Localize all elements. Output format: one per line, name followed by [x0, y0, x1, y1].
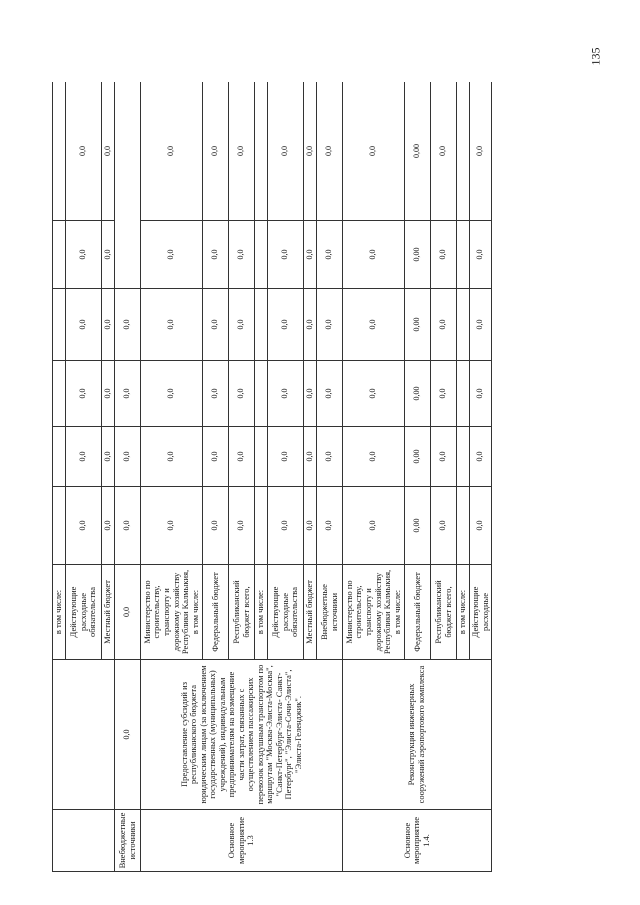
funding-source-cell: Действующие расходные [470, 565, 492, 660]
value-cell [457, 487, 470, 565]
value-cell: 0,0 [66, 361, 102, 427]
value-cell: 0,0 [66, 427, 102, 487]
value-cell: 0,0 [115, 289, 141, 361]
value-cell: 0,0 [470, 221, 492, 289]
value-cell: 0,0 [317, 289, 343, 361]
value-cell: 0,0 [229, 221, 255, 289]
funding-source-cell: Республиканский бюджет всего, [431, 565, 457, 660]
value-cell: 0,0 [141, 427, 203, 487]
value-cell: 0,00 [405, 289, 431, 361]
value-cell: 0,0 [304, 427, 317, 487]
funding-source-cell: в том числе: [255, 565, 268, 660]
value-cell: 0,0 [66, 289, 102, 361]
funding-source-cell: Федеральный бюджет [405, 565, 431, 660]
value-cell: 0,0 [470, 427, 492, 487]
value-cell: 0,0 [115, 427, 141, 487]
funding-source-cell: Местный бюджет [304, 565, 317, 660]
value-cell: 0,0 [304, 487, 317, 565]
value-cell: 0,0 [229, 361, 255, 427]
value-cell: 0,0 [115, 660, 141, 810]
value-cell [53, 82, 66, 221]
table-row [343, 82, 405, 872]
value-cell: 0,0 [317, 487, 343, 565]
value-cell: 0,0 [343, 82, 405, 221]
value-cell: 0,0 [268, 487, 304, 565]
budget-table-body [53, 82, 492, 872]
value-cell: 0,0 [343, 361, 405, 427]
value-cell [53, 289, 66, 361]
value-cell: 0,0 [470, 361, 492, 427]
value-cell: 0,0 [102, 361, 115, 427]
value-cell: 0,00 [405, 361, 431, 427]
value-cell: 0,0 [304, 221, 317, 289]
funding-source-cell: Федеральный бюджет [203, 565, 229, 660]
value-cell [255, 487, 268, 565]
measure-title-cell: Предоставление субсидий из республиканского бюджета юридическим лицам (за исключением государственных (муниципальных) учреждений), индивидуальным предпринимателям на возмещение части затрат, связанных с осуществлением пассажирских перевозок воздушным транспортом по маршрутам "Москва-Элиста-Москва", "Санкт-Петербург-Элиста- Санкт-Петербург", "Элиста-Сочи-Элиста", "Элиста-Геленджик". [141, 660, 343, 810]
value-cell: 0,00 [405, 82, 431, 221]
value-cell [457, 361, 470, 427]
value-cell: 0,0 [141, 487, 203, 565]
value-cell: 0,00 [405, 487, 431, 565]
measure-title-cell: Реконструкция инженерных сооружений аэропортового комплекса [343, 660, 492, 810]
value-cell: 0,0 [304, 361, 317, 427]
value-cell [53, 427, 66, 487]
measure-code-cell: Основное мероприятие 1.4. [343, 810, 492, 872]
value-cell [53, 361, 66, 427]
funding-source-cell: Республиканский бюджет всего, [229, 565, 255, 660]
value-cell: 0,0 [268, 221, 304, 289]
value-cell [457, 427, 470, 487]
measure-title-cell [53, 660, 115, 810]
value-cell: 0,0 [229, 289, 255, 361]
value-cell: 0,0 [203, 289, 229, 361]
table-row [115, 82, 141, 872]
value-cell [255, 221, 268, 289]
page-number: 135 [588, 47, 603, 65]
value-cell [457, 221, 470, 289]
value-cell: 0,0 [66, 487, 102, 565]
value-cell: 0,0 [343, 289, 405, 361]
value-cell: 0,0 [229, 427, 255, 487]
funding-source-cell: Внебюджетные источники [317, 565, 343, 660]
value-cell: 0,0 [203, 82, 229, 221]
value-cell: 0,0 [431, 82, 457, 221]
value-cell: 0,0 [66, 221, 102, 289]
value-cell [457, 82, 470, 221]
value-cell: 0,0 [343, 221, 405, 289]
value-cell: 0,0 [102, 221, 115, 289]
funding-source-cell: Внебюджетные источники [115, 810, 141, 872]
value-cell [255, 427, 268, 487]
value-cell: 0,00 [405, 221, 431, 289]
budget-table [52, 82, 492, 872]
table-row [53, 82, 66, 872]
value-cell: 0,0 [470, 487, 492, 565]
value-cell: 0,0 [431, 487, 457, 565]
measure-code-cell: Основное мероприятие 1.3 [141, 810, 343, 872]
value-cell: 0,00 [405, 427, 431, 487]
funding-source-cell: Министерство по строительству, транспорту и дорожному хозяйству Республики Калмыкия, в том числе: [141, 565, 203, 660]
value-cell: 0,0 [431, 221, 457, 289]
value-cell: 0,0 [317, 221, 343, 289]
value-cell: 0,0 [141, 289, 203, 361]
value-cell: 0,0 [268, 361, 304, 427]
funding-source-cell: Местный бюджет [102, 565, 115, 660]
value-cell [255, 289, 268, 361]
table-row [141, 82, 203, 872]
value-cell: 0,0 [102, 487, 115, 565]
value-cell [255, 361, 268, 427]
value-cell: 0,0 [317, 427, 343, 487]
value-cell: 0,0 [141, 221, 203, 289]
table-wrapper [52, 82, 572, 872]
value-cell: 0,0 [470, 82, 492, 221]
funding-source-cell: в том числе: [53, 565, 66, 660]
funding-source-cell: Действующие расходные обязательства [66, 565, 102, 660]
measure-code-cell [53, 810, 115, 872]
value-cell: 0,0 [431, 427, 457, 487]
value-cell: 0,0 [115, 361, 141, 427]
value-cell: 0,0 [141, 82, 203, 221]
value-cell: 0,0 [229, 82, 255, 221]
value-cell: 0,0 [268, 82, 304, 221]
value-cell: 0,0 [203, 427, 229, 487]
value-cell: 0,0 [102, 289, 115, 361]
funding-source-cell: Министерство по строительству, транспорту и дорожному хозяйству Республики Калмыкия, в том числе: [343, 565, 405, 660]
value-cell: 0,0 [115, 565, 141, 660]
value-cell [53, 221, 66, 289]
value-cell: 0,0 [203, 487, 229, 565]
value-cell: 0,0 [66, 82, 102, 221]
value-cell: 0,0 [102, 82, 115, 221]
funding-source-cell: Действующие расходные обязательства [268, 565, 304, 660]
value-cell [53, 487, 66, 565]
value-cell: 0,0 [304, 82, 317, 221]
value-cell: 0,0 [304, 289, 317, 361]
value-cell: 0,0 [343, 427, 405, 487]
value-cell: 0,0 [268, 427, 304, 487]
value-cell: 0,0 [431, 361, 457, 427]
value-cell: 0,0 [203, 361, 229, 427]
value-cell: 0,0 [317, 82, 343, 221]
value-cell: 0,0 [268, 289, 304, 361]
funding-source-cell: в том числе: [457, 565, 470, 660]
value-cell: 0,0 [470, 289, 492, 361]
value-cell: 0,0 [431, 289, 457, 361]
value-cell: 0,0 [343, 487, 405, 565]
value-cell: 0,0 [229, 487, 255, 565]
value-cell: 0,0 [115, 487, 141, 565]
value-cell [255, 82, 268, 221]
value-cell: 0,0 [102, 427, 115, 487]
value-cell: 0,0 [203, 221, 229, 289]
value-cell: 0,0 [141, 361, 203, 427]
value-cell [457, 289, 470, 361]
value-cell: 0,0 [317, 361, 343, 427]
rotated-table-container [52, 82, 572, 872]
